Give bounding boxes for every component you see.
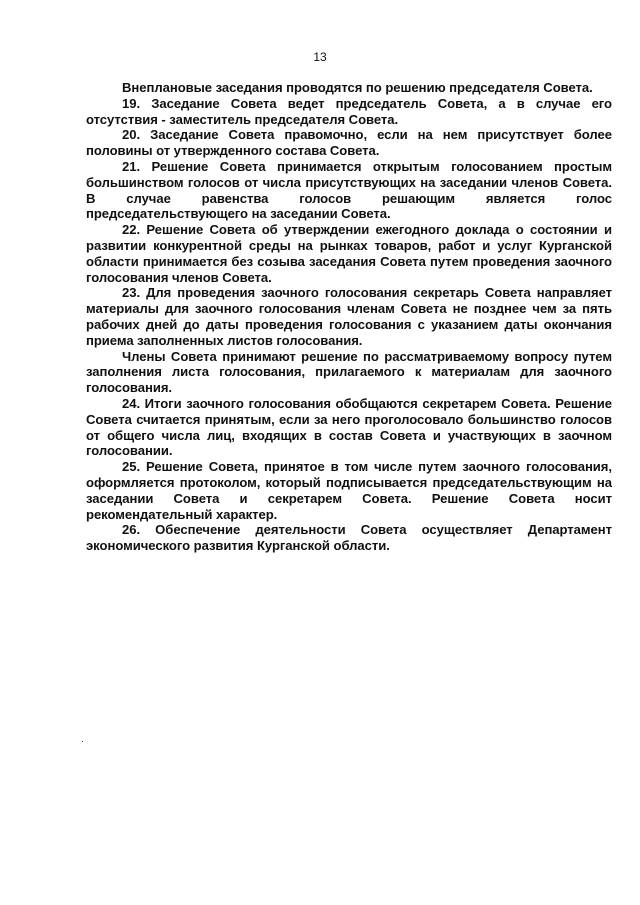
paragraph-members-decision: Члены Совета принимают решение по рассматриваемому вопросу путем заполнения листа голосования, прилагаемого к материалам для заочного голосования. bbox=[86, 348, 612, 396]
paragraph-20: 20. Заседание Совета правомочно, если на нем присутствует более половины от утвержденного состава Совета. bbox=[86, 127, 612, 159]
paragraph-23: 23. Для проведения заочного голосования секретарь Совета направляет материалы для заочного голосования членам Совета не позднее чем за пять рабочих дней до даты проведения голосования с указанием даты окончания приема заполненных листов голосования. bbox=[86, 285, 612, 348]
paragraph-26: 26. Обеспечение деятельности Совета осуществляет Департамент экономического развития Курганской области. bbox=[86, 522, 612, 554]
scan-speck bbox=[82, 741, 83, 742]
document-body bbox=[86, 80, 612, 554]
paragraph-19: 19. Заседание Совета ведет председатель Совета, а в случае его отсутствия - заместитель председателя Совета. bbox=[86, 95, 612, 127]
paragraph-21: 21. Решение Совета принимается открытым голосованием простым большинством голосов от числа присутствующих на заседании членов Совета. В случае равенства голосов решающим является голос председательствующего на заседании Совета. bbox=[86, 158, 612, 222]
paragraph-25: 25. Решение Совета, принятое в том числе путем заочного голосования, оформляется протоколом, который подписывается председательствующим на заседании Совета и секретарем Совета. Решение Совета носит рекомендательный характер. bbox=[86, 459, 612, 522]
paragraph-24: 24. Итоги заочного голосования обобщаются секретарем Совета. Решение Совета считается принятым, если за него проголосовало большинство голосов от общего числа лиц, входящих в состав Совета и участвующих в заочном голосовании. bbox=[86, 395, 612, 459]
paragraph-extraordinary-meetings: Внеплановые заседания проводятся по решению председателя Совета. bbox=[122, 80, 593, 95]
paragraph-22: 22. Решение Совета об утверждении ежегодного доклада о состоянии и развитии конкурентной среды на рынках товаров, работ и услуг Курганской области принимается без созыва заседания Совета путем проведения заочного голосования членов Совета. bbox=[86, 222, 612, 285]
page-number: 13 bbox=[313, 50, 327, 64]
